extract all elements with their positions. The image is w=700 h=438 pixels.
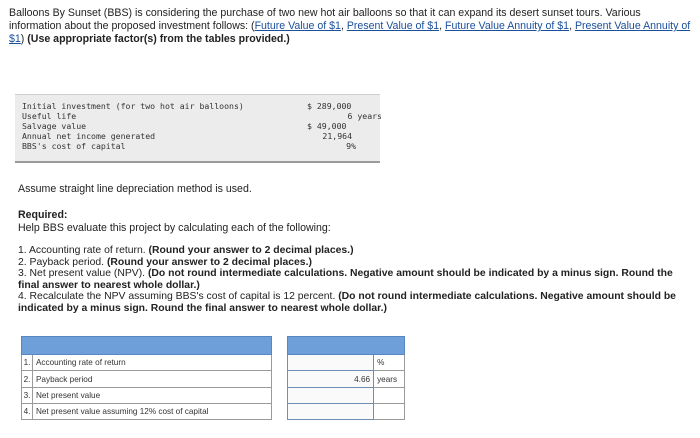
info-row-salvage-value: Salvage value $ 49,000 [22, 121, 347, 131]
requirement-item: 3. Net present value (NPV). (Do not round intermediate calculations. Negative amount should be indicated by a minus sign. Round the final answer to nearest whole dollar.) [18, 268, 673, 291]
payback-period-input[interactable]: 4.66 [288, 371, 374, 387]
separator: , [569, 20, 575, 32]
row-label-net-present-value: Net present value [32, 387, 271, 403]
row-label-npv-12: Net present value assuming 12% cost of capital [32, 403, 271, 419]
npv-12-input[interactable] [288, 403, 374, 419]
requirements-list [18, 245, 690, 315]
header-cell [22, 337, 272, 355]
unit-label: % [374, 355, 405, 371]
table-row: 3. Net present value [22, 387, 405, 403]
investment-info-box [15, 94, 380, 163]
accounting-rate-input[interactable] [288, 355, 374, 371]
info-row-annual-net-income: Annual net income generated 21,964 [22, 131, 352, 141]
unit-label [374, 387, 405, 403]
problem-intro [9, 7, 693, 46]
link-future-value-annuity[interactable]: Future Value Annuity of $1 [444, 20, 570, 32]
requirement-item: 1. Accounting rate of return. (Round your answer to 2 decimal places.) [18, 245, 354, 256]
unit-label: years [374, 371, 405, 387]
required-subtext: Help BBS evaluate this project by calculating each of the following: [18, 222, 331, 234]
requirement-item: 2. Payback period. (Round your answer to 2 decimal places.) [18, 256, 312, 268]
depreciation-note: Assume straight line depreciation method is used. [18, 183, 252, 195]
answer-table-header [22, 337, 405, 355]
intro-text-close: ) [20, 33, 28, 45]
link-future-value[interactable]: Future Value of $1 [254, 20, 341, 32]
npv-input[interactable] [288, 387, 374, 403]
link-present-value[interactable]: Present Value of $1 [346, 20, 440, 32]
intro-text: Balloons By Sunset (BBS) is considering the purchase of two new hot air balloons so that it can expand its desert sunset tours. Various information about the proposed investment follows: ( [9, 7, 641, 32]
info-row-useful-life: Useful life 6 years [22, 111, 382, 121]
separator: , [439, 20, 445, 32]
table-row: 2. Payback period 4.66 years [22, 371, 405, 387]
answer-table [21, 336, 405, 420]
intro-instruction: (Use appropriate factor(s) from the tables provided.) [27, 33, 290, 45]
required-heading: Required: [18, 209, 68, 221]
row-label-payback-period: Payback period [32, 371, 271, 387]
header-cell [288, 337, 405, 355]
info-row-cost-of-capital: BBS's cost of capital 9% [22, 141, 356, 151]
info-row-initial-investment: Initial investment (for two hot air balloons) $ 289,000 [22, 101, 352, 111]
table-row: 4. Net present value assuming 12% cost of capital [22, 403, 405, 419]
unit-label [374, 403, 405, 419]
row-label-accounting-rate: Accounting rate of return [32, 355, 271, 371]
separator: , [340, 20, 347, 32]
table-row: 1. Accounting rate of return % [22, 355, 405, 371]
requirement-item: 4. Recalculate the NPV assuming BBS's cost of capital is 12 percent. (Do not round intermediate calculations. Negative amount should be indicated by a minus sign. Round the final answer to nearest whole dollar.) [18, 291, 676, 314]
link-present-value-annuity[interactable]: Present Value Annuity of $1 [9, 20, 691, 45]
